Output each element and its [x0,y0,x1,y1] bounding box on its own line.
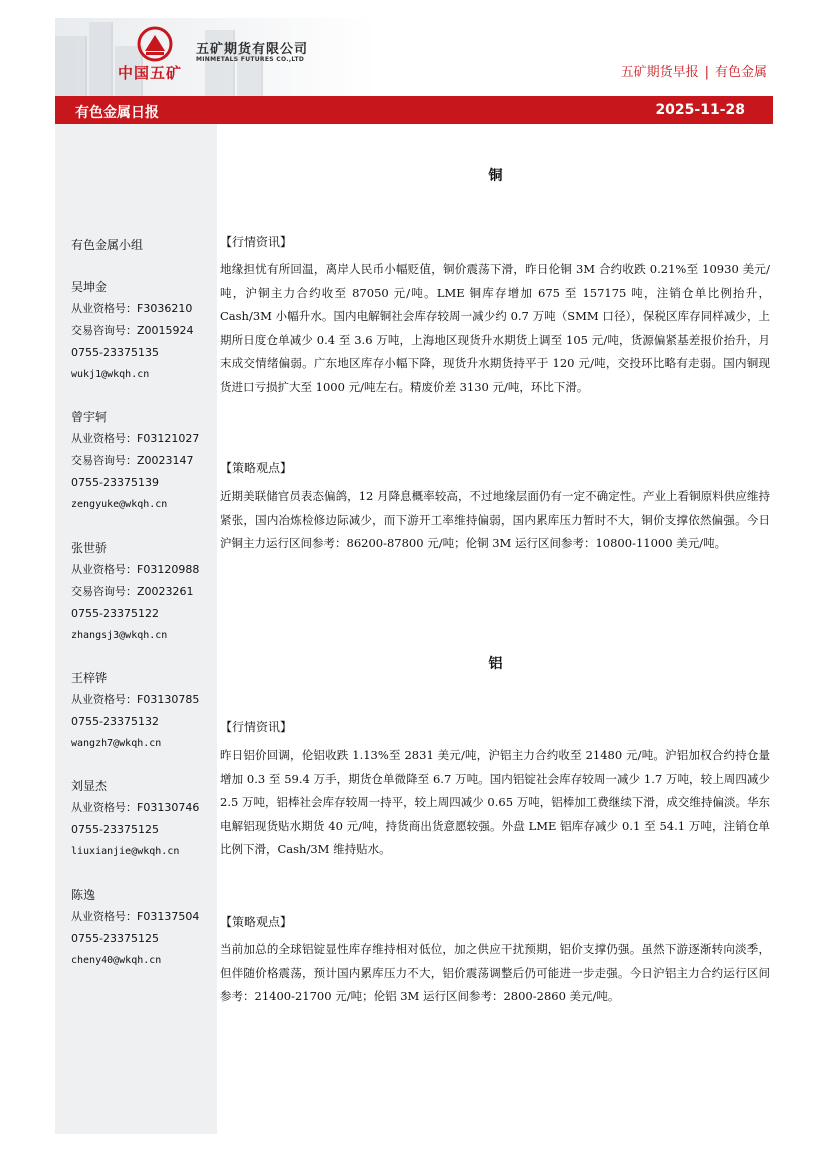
news-tag: 【行情资讯】 [220,235,293,249]
analyst-name: 刘显杰 [71,779,108,793]
analyst-card [71,406,216,516]
header-separator: | [704,65,709,80]
analyst-license: 从业资格号：F3036210 [71,302,193,315]
analyst-name: 张世骄 [71,541,108,555]
sidebar [55,124,217,1134]
analyst-consult: 交易咨询号：Z0023261 [71,585,194,598]
analyst-card [71,667,216,755]
analyst-license: 从业资格号：F03121027 [71,432,200,445]
minmetals-emblem-icon [137,26,173,62]
analyst-name: 曾宇轲 [71,410,108,424]
analyst-card [71,537,216,647]
analyst-phone: 0755-23375125 [71,932,159,945]
analyst-phone: 0755-23375122 [71,607,159,620]
page-header [55,18,773,96]
logo-text: 中国五矿 [118,64,183,82]
analyst-phone: 0755-23375132 [71,715,159,728]
analyst-license: 从业资格号：F03130746 [71,801,200,814]
title-banner [55,96,773,124]
analyst-consult: 交易咨询号：Z0023147 [71,454,194,467]
analyst-phone: 0755-23375135 [71,346,159,359]
analyst-card [71,276,216,386]
report-type: 五矿期货早报 [620,65,699,80]
company-name-cn: 五矿期货有限公司 [196,42,309,57]
news-paragraph: 地缘担忧有所回温，离岸人民币小幅贬值，铜价震荡下滑，昨日伦铜 3M 合约收跌 0.21%至 10930 美元/吨，沪铜主力合约收至 87050 元/吨。LME 铜库存增加 675 至 157175 吨，注销仓单比例抬升，Cash/3M 小幅升水。国内电解铜社会库存较周一减少约 0.7 万吨（SMM 口径），保税区库存同样减少，上期所日度仓单减少 0.4 至 3.6 万吨，上海地区现货升水期货上调至 105 元/吨，货源偏紧基差报价抬升，月末成交情绪偏弱。广东地区库存小幅下降，现货升水期货持平于 120 元/吨，交投环比略有走弱。国内铜现货进口亏损扩大至 1000 元/吨左右。精废价差 3130 元/吨，环比下滑。 [220,262,770,394]
section-title-aluminium: 铝 [488,656,503,672]
section-title-copper: 铜 [488,168,503,184]
report-category: 有色金属 [714,65,767,80]
analyst-license: 从业资格号：F03137504 [71,910,200,923]
analyst-license: 从业资格号：F03130785 [71,693,200,706]
analyst-email[interactable]: wangzh7@wkqh.cn [71,738,162,749]
analyst-email[interactable]: wukj1@wkqh.cn [71,369,150,380]
banner-title: 有色金属日报 [75,105,159,121]
analyst-phone: 0755-23375125 [71,823,159,836]
strategy-paragraph: 近期美联储官员表态偏鸽，12 月降息概率较高，不过地缘层面仍有一定不确定性。产业上看铜原料供应维持紧张，国内冶炼检修边际减少，而下游开工率维持偏弱，国内累库压力暂时不大，铜价支撑依然偏强。今日沪铜主力运行区间参考：86200-87800 元/吨；伦铜 3M 运行区间参考：10800-11000 美元/吨。 [220,489,770,550]
analyst-email[interactable]: zhangsj3@wkqh.cn [71,630,168,641]
news-paragraph: 昨日铝价回调，伦铝收跌 1.13%至 2831 美元/吨，沪铝主力合约收至 21480 元/吨。沪铝加权合约持仓量增加 0.3 至 59.4 万手，期货仓单微降至 6.7 万吨。国内铝锭社会库存较周一减少 1.7 万吨，较上周四减少 2.5 万吨，铝棒社会库存较周一持平，较上周四减少 0.65 万吨，铝棒加工费继续下滑，成交维持偏淡。华东电解铝现货贴水期货 40 元/吨，持货商出货意愿较强。外盘 LME 铝库存减少 0.1 至 54.1 万吨，注销仓单比例下滑，Cash/3M 维持贴水。 [220,748,770,856]
team-title: 有色金属小组 [71,238,144,252]
analyst-license: 从业资格号：F03120988 [71,563,200,576]
analyst-name: 吴坤金 [71,280,108,294]
strategy-tag: 【策略观点】 [220,461,293,475]
header-right [621,61,767,80]
analyst-email[interactable]: zengyuke@wkqh.cn [71,499,168,510]
analyst-name: 陈逸 [71,888,96,902]
analyst-phone: 0755-23375139 [71,476,159,489]
analyst-email[interactable]: liuxianjie@wkqh.cn [71,846,180,857]
analyst-card [71,884,216,972]
analyst-email[interactable]: cheny40@wkqh.cn [71,955,162,966]
company-name-en: MINMETALS FUTURES CO.,LTD [196,56,305,63]
strategy-paragraph: 当前加总的全球铝锭显性库存维持相对低位，加之供应干扰预期，铝价支撑仍强。虽然下游逐渐转向淡季，但伴随价格震荡，预计国内累库压力不大，铝价震荡调整后仍可能进一步走强。今日沪铝主力合约运行区间参考：21400-21700 元/吨；伦铝 3M 运行区间参考：2800-2860 美元/吨。 [220,942,770,1003]
banner-date: 2025-11-28 [655,102,745,118]
analyst-consult: 交易咨询号：Z0015924 [71,324,194,337]
news-tag: 【行情资讯】 [220,720,293,734]
analyst-name: 王梓铧 [71,671,108,685]
strategy-tag: 【策略观点】 [220,915,293,929]
analyst-card [71,775,216,863]
